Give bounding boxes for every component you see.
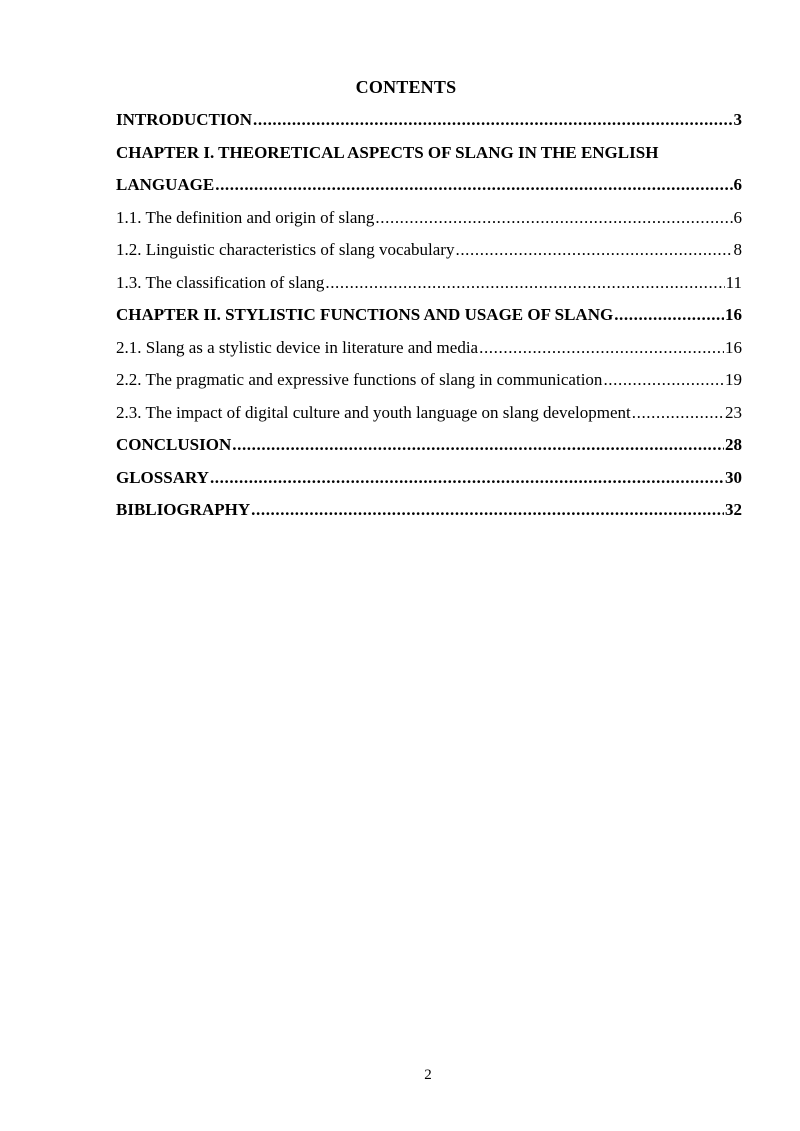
dot-leader [251,498,724,522]
toc-entry-title: LANGUAGE [116,175,215,194]
toc-entry-page: 8 [733,240,742,259]
toc-entry-glossary[interactable] [116,466,742,499]
toc-entry-page: 30 [725,467,742,487]
dot-leader [375,206,732,230]
toc-entry-2-1[interactable] [116,336,742,369]
dot-leader [325,271,724,295]
toc-entry-title: CHAPTER I. THEORETICAL ASPECTS OF SLANG IN THE ENGLISH [116,142,659,162]
dot-leader [455,238,732,262]
toc-entry-2-2[interactable] [116,368,742,401]
toc-entry-title: 1.1. The definition and origin of slang [116,207,375,227]
toc-entry-conclusion[interactable] [116,433,742,466]
toc-entry-1-2[interactable] [116,238,742,271]
toc-entry-title: 2.3. The impact of digital culture and youth language on slang development [116,402,631,422]
toc-entry-chapter-1-heading[interactable] [116,141,742,174]
dot-leader [614,303,724,327]
toc-entry-title: BIBLIOGRAPHY [116,500,251,519]
dot-leader [479,336,724,360]
toc-entry-chapter-1-language[interactable] [116,173,742,206]
toc-entry-page: 32 [725,500,742,519]
toc-entry-2-3[interactable] [116,401,742,434]
toc-entry-chapter-2[interactable] [116,303,742,336]
toc-entry-1-3[interactable] [116,271,742,304]
dot-leader [632,401,724,425]
toc-entry-title: INTRODUCTION [116,110,253,129]
toc-entry-bibliography[interactable] [116,498,742,531]
toc-entry-title: CONCLUSION [116,435,232,454]
toc-entry-page: 16 [725,305,742,324]
dot-leader [603,368,724,392]
dot-leader [253,108,732,132]
toc-entry-page: 6 [733,175,742,194]
toc-entry-page: 23 [725,402,742,422]
dot-leader [210,466,724,490]
page-number: 2 [424,1067,432,1083]
toc-entry-page: 3 [733,110,742,129]
toc-entry-page: 19 [725,370,742,389]
toc-entry-title: GLOSSARY [116,467,209,487]
toc-entry-1-1[interactable] [116,206,742,239]
toc-entry-page: 11 [725,272,742,292]
toc-entry-title: 1.2. Linguistic characteristics of slang vocabulary [116,240,455,259]
toc-entry-title: 1.3. The classification of slang [116,272,325,292]
toc-entry-page: 28 [725,435,742,454]
toc-entry-title: 2.1. Slang as a stylistic device in literature and media [116,337,479,357]
table-of-contents [116,108,742,531]
toc-entry-page: 16 [725,337,742,357]
toc-entry-title: 2.2. The pragmatic and expressive functions of slang in communication [116,370,603,389]
toc-entry-introduction[interactable] [116,108,742,141]
toc-entry-page: 6 [733,207,742,227]
dot-leader [215,173,732,197]
contents-heading: CONTENTS [355,77,457,97]
dot-leader [232,433,724,457]
toc-entry-title: CHAPTER II. STYLISTIC FUNCTIONS AND USAGE OF SLANG [116,305,614,324]
